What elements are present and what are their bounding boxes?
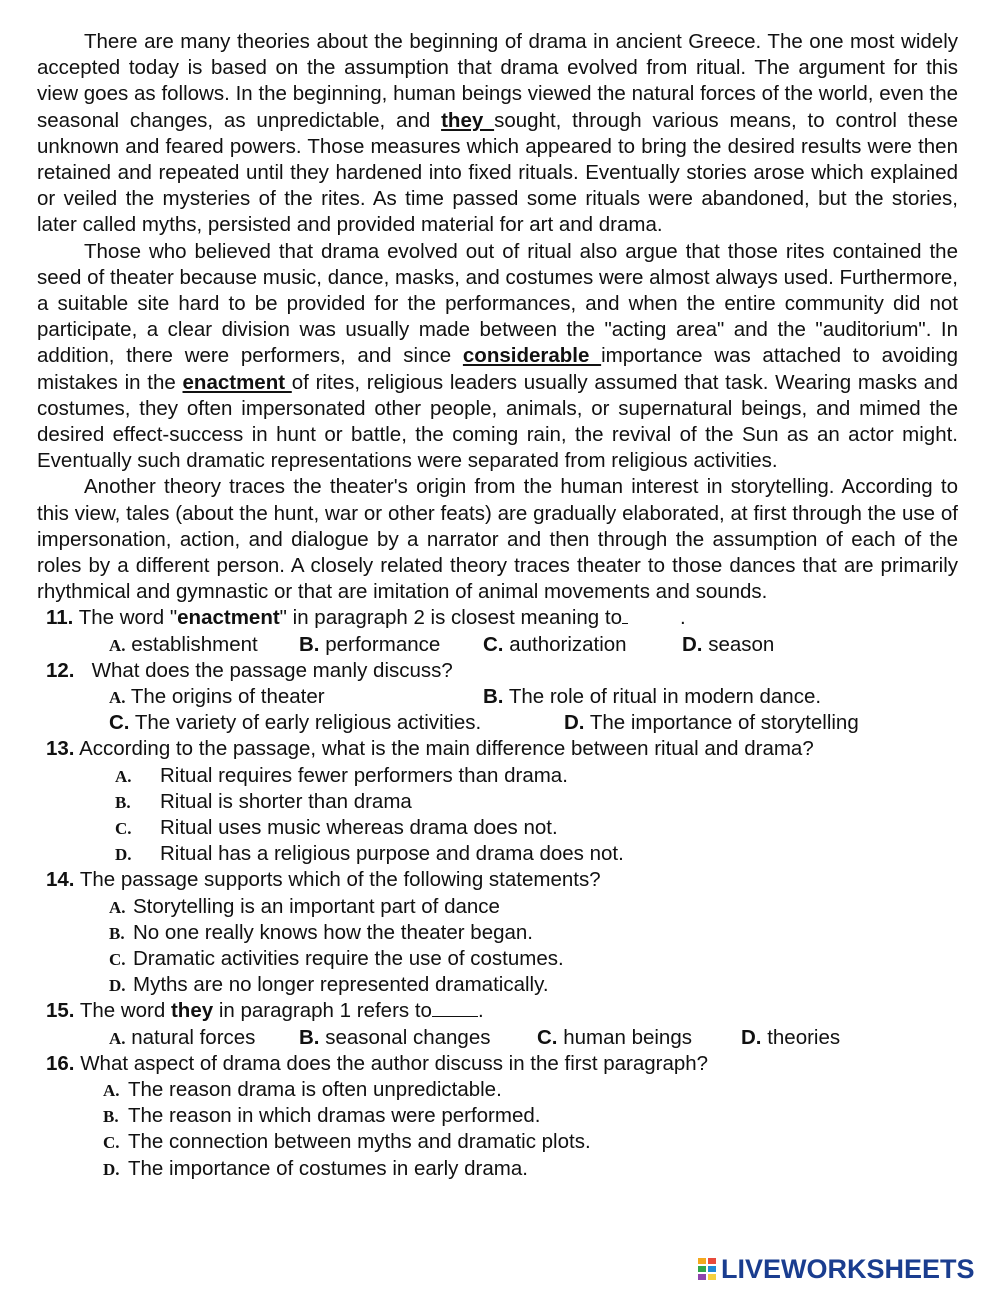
paragraph-text: of rites, religious leaders usually assumed that task. Wearing masks and costumes, they often impersonated other people, animals, or supernatural beings, and mimed the desired effect-success in hunt or battle, the coming rain, the revival of the Sun as an actor might. Eventually such dramatic representations were separated from religious activities.	[37, 370, 959, 473]
option-letter: B.	[115, 792, 131, 812]
option-letter: B.	[483, 685, 504, 709]
question-11-options	[37, 632, 958, 658]
question-text: in paragraph 1 refers to	[213, 999, 432, 1023]
option-c[interactable]	[537, 1025, 692, 1051]
option-c[interactable]	[483, 632, 627, 658]
question-number: 14.	[46, 868, 75, 892]
option-text: Ritual has a religious purpose and drama does not.	[160, 842, 624, 866]
option-a[interactable]	[37, 1077, 958, 1103]
answer-blank[interactable]	[432, 998, 478, 1017]
option-letter: B.	[299, 632, 320, 656]
option-text: season	[708, 632, 775, 656]
option-letter: C.	[483, 632, 504, 656]
question-text: " in paragraph 2 is closest meaning to	[279, 606, 622, 630]
question-16	[46, 1051, 958, 1077]
question-11	[46, 605, 958, 631]
option-text: The reason drama is often unpredictable.	[128, 1077, 502, 1101]
liveworksheets-logo-icon	[697, 1257, 717, 1281]
passage-paragraph-3: Another theory traces the theater's origin from the human interest in storytelling. According to this view, tales (about the hunt, war or other feats) are gradually elaborated, at first through the use of impersonation, action, and dialogue by a narrator and then through the assumption of each of the roles by a different person. A closely related theory traces theater to those dances that are primarily rhythmical and gymnastic or that are imitation of animal movements and sounds.	[37, 475, 958, 604]
option-c[interactable]	[37, 1129, 958, 1155]
question-number: 12.	[46, 658, 75, 682]
option-letter: D.	[682, 632, 703, 656]
option-text: Dramatic activities require the use of costumes.	[133, 946, 564, 970]
option-d[interactable]	[37, 841, 958, 867]
paragraph-text: There are many theories about the beginning of drama in ancient Greece. The one most widely accepted today is based on the assumption that drama evolved from ritual. The argument for this view goes as follows. In the beginning, human beings viewed the natural forces of the world, even the seasonal changes, as unpredictable, and	[37, 30, 958, 132]
paragraph-text: importance was attached to avoiding mistakes in the	[37, 344, 958, 394]
option-text: The origins of theater	[130, 685, 325, 709]
option-text: performance	[325, 632, 441, 656]
question-13	[46, 736, 958, 762]
question-text: The word	[74, 999, 171, 1023]
answer-blank[interactable]	[622, 605, 628, 624]
question-text: The word "	[73, 606, 178, 630]
option-d[interactable]	[682, 632, 774, 658]
paragraph-text: Those who believed that drama evolved out of ritual also argue that those rites contained the seed of theater because music, dance, masks, and costumes were almost always used. Furthermore, a suitable site hard to be provided for the performances, and when the entire community did not participate, a clear division was usually made between the "acting area" and the "auditorium". In addition, there were performers, and since	[37, 239, 958, 368]
option-text: Storytelling is an important part of dance	[133, 894, 500, 918]
option-text: The role of ritual in modern dance.	[508, 685, 822, 709]
option-text: The importance of costumes in early drama.	[128, 1156, 528, 1180]
option-letter: B.	[299, 1025, 320, 1049]
watermark-text: LIVEWORKSHEETS	[721, 1253, 975, 1284]
option-letter: A.	[109, 897, 126, 917]
option-text: Myths are no longer represented dramatically.	[133, 973, 549, 997]
option-letter: A.	[103, 1080, 120, 1100]
option-letter: C.	[103, 1133, 120, 1153]
option-b[interactable]	[37, 789, 958, 815]
option-letter: C.	[109, 711, 130, 735]
underlined-word-they: they	[441, 108, 495, 132]
question-number: 11.	[46, 606, 74, 630]
question-12	[46, 658, 958, 684]
option-a[interactable]	[109, 632, 258, 659]
option-letter: B.	[109, 923, 125, 943]
option-b[interactable]	[37, 1103, 958, 1129]
option-letter: D.	[564, 711, 585, 735]
option-b[interactable]	[37, 920, 958, 946]
question-keyword: enactment	[177, 606, 280, 630]
question-text: What does the passage manly discuss?	[91, 658, 453, 682]
option-letter: D.	[109, 976, 126, 996]
question-14	[46, 867, 958, 893]
passage-paragraph-2	[37, 239, 958, 475]
passage-paragraph-1	[37, 29, 958, 239]
option-text: The reason in which dramas were performed.	[128, 1104, 541, 1128]
question-keyword: they	[170, 999, 214, 1023]
question-12-options-row-2	[37, 710, 958, 736]
option-c[interactable]	[37, 946, 958, 972]
option-a[interactable]	[37, 763, 958, 789]
option-text: natural forces	[131, 1025, 256, 1049]
question-number: 16.	[46, 1051, 75, 1075]
question-text: According to the passage, what is the main difference between ritual and drama?	[79, 737, 814, 761]
question-13-options	[37, 763, 958, 868]
option-letter: A.	[109, 635, 126, 655]
option-letter: A.	[115, 766, 132, 786]
option-text: The variety of early religious activities.	[134, 711, 482, 735]
option-c[interactable]	[109, 710, 481, 736]
option-b[interactable]	[299, 632, 440, 658]
option-a[interactable]	[109, 1025, 255, 1052]
option-text: Ritual is shorter than drama	[160, 789, 412, 813]
option-b[interactable]	[299, 1025, 490, 1051]
question-12-options-row-1	[37, 684, 958, 710]
option-text: seasonal changes	[325, 1025, 491, 1049]
question-number: 15.	[46, 999, 75, 1023]
option-b[interactable]	[483, 684, 821, 710]
underlined-word-enactment: enactment	[182, 370, 292, 394]
question-end: .	[477, 999, 484, 1023]
option-letter: D.	[115, 845, 132, 865]
option-text: establishment	[131, 632, 258, 656]
question-15	[46, 998, 958, 1024]
question-end: .	[679, 606, 686, 630]
option-letter: A.	[109, 688, 126, 708]
option-d[interactable]	[37, 972, 958, 998]
option-letter: C.	[109, 949, 126, 969]
option-text: authorization	[509, 632, 627, 656]
option-text: theories	[767, 1025, 841, 1049]
paragraph-text: sought, through various means, to control these unknown and feared powers. Those measures which appeared to bring the desired results were then retained and repeated until they hardened into fixed rituals. Eventually stories arose which explained or veiled the mysteries of the rites. As time passed some rituals were abandoned, but the stories, later called myths, persisted and provided material for art and drama.	[37, 108, 958, 237]
worksheet-page	[37, 29, 958, 1182]
option-text: Ritual requires fewer performers than drama.	[160, 763, 568, 787]
option-text: The connection between myths and dramatic plots.	[128, 1130, 591, 1154]
question-14-options	[37, 894, 958, 999]
option-letter: B.	[103, 1107, 119, 1127]
option-letter: D.	[103, 1159, 120, 1179]
option-letter: C.	[537, 1025, 558, 1049]
option-letter: A.	[109, 1028, 126, 1048]
option-text: Ritual uses music whereas drama does not.	[160, 816, 558, 840]
option-d[interactable]	[564, 710, 859, 736]
underlined-word-considerable: considerable	[462, 344, 602, 368]
question-15-options	[37, 1025, 958, 1051]
option-letter: C.	[115, 819, 132, 839]
option-c[interactable]	[37, 815, 958, 841]
question-text: What aspect of drama does the author discuss in the first paragraph?	[80, 1051, 709, 1075]
option-d[interactable]	[741, 1025, 840, 1051]
option-text: human beings	[563, 1025, 692, 1049]
liveworksheets-watermark	[697, 1254, 975, 1284]
question-16-options	[37, 1077, 958, 1182]
option-letter: D.	[741, 1025, 762, 1049]
question-number: 13.	[46, 737, 75, 761]
option-text: No one really knows how the theater began.	[133, 920, 534, 944]
option-a[interactable]	[37, 894, 958, 920]
option-text: The importance of storytelling	[589, 711, 859, 735]
option-a[interactable]	[109, 684, 325, 711]
option-d[interactable]	[37, 1156, 958, 1182]
question-text: The passage supports which of the following statements?	[79, 868, 601, 892]
